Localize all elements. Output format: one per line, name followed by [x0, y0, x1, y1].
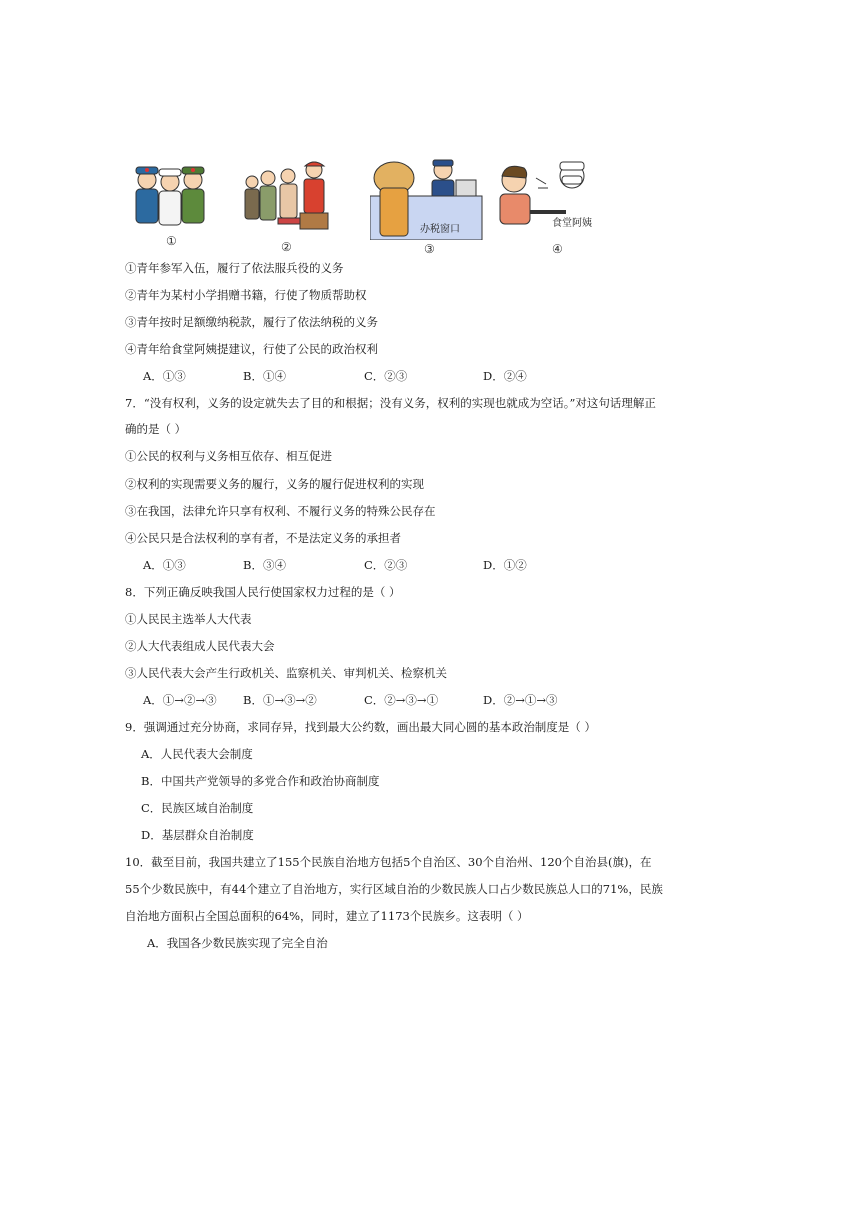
- q9-stem: 9．强调通过充分协商，求同存异，找到最大公约数，画出最大同心圆的基本政治制度是（ ）: [125, 720, 596, 734]
- q9-option-a[interactable]: A．人民代表大会制度: [141, 747, 253, 761]
- q6-option-b[interactable]: B．①④: [243, 369, 286, 383]
- q10-stem-line-1: 10．截至目前，我国共建立了155个民族自治地方包括5个自治区、30个自治州、120个自治县(旗)，在: [125, 855, 652, 869]
- q6-option-d[interactable]: D．②④: [483, 369, 527, 383]
- q8-statement-1: ①人民民主选举人大代表: [125, 612, 252, 626]
- tax-window-sign: 办税窗口: [420, 224, 460, 235]
- q8-option-a[interactable]: A．①→②→③: [143, 693, 217, 707]
- donating-books-icon: [238, 158, 334, 236]
- q8-option-c[interactable]: C．②→③→①: [364, 693, 439, 707]
- q7-stem-line-1: 7．“没有权利，义务的设定就失去了目的和根据；没有义务，权利的实现也就成为空话。”对这句话理解正: [125, 396, 656, 410]
- figure-4-caption: ④: [552, 242, 563, 256]
- q7-option-a[interactable]: A．①③: [143, 558, 186, 572]
- q7-statement-2: ②权利的实现需要义务的履行，义务的履行促进权利的实现: [125, 477, 424, 491]
- figure-2: [238, 158, 334, 236]
- q7-statement-3: ③在我国，法律允许只享有权利、不履行义务的特殊公民存在: [125, 504, 436, 518]
- q9-option-b[interactable]: B．中国共产党领导的多党合作和政治协商制度: [141, 774, 380, 788]
- figure-1-caption: ①: [166, 234, 177, 248]
- q7-statement-4: ④公民只是合法权利的享有者，不是法定义务的承担者: [125, 531, 401, 545]
- q6-statement-3: ③青年按时足额缴纳税款，履行了依法纳税的义务: [125, 315, 378, 329]
- soldiers-icon: [127, 158, 213, 236]
- q10-stem-line-3: 自治地方面积占全国总面积的64%，同时，建立了1173个民族乡。这表明（ ）: [125, 909, 529, 923]
- q7-stem-line-2: 确的是（ ）: [125, 422, 187, 436]
- q9-option-c[interactable]: C．民族区域自治制度: [141, 801, 254, 815]
- canteen-sign: 食堂阿姨: [552, 218, 592, 229]
- q6-statement-4: ④青年给食堂阿姨提建议，行使了公民的政治权利: [125, 342, 378, 356]
- figure-4: [490, 158, 600, 238]
- q8-stem: 8．下列正确反映我国人民行使国家权力过程的是（ ）: [125, 585, 401, 599]
- q6-statement-1: ①青年参军入伍，履行了依法服兵役的义务: [125, 261, 344, 275]
- figure-3-caption: ③: [424, 242, 435, 256]
- q7-option-c[interactable]: C．②③: [364, 558, 408, 572]
- q7-option-d[interactable]: D．①②: [483, 558, 527, 572]
- q6-statement-2: ②青年为某村小学捐赠书籍，行使了物质帮助权: [125, 288, 367, 302]
- q8-statement-3: ③人民代表大会产生行政机关、监察机关、审判机关、检察机关: [125, 666, 447, 680]
- figure-3: [370, 158, 484, 240]
- q8-option-b[interactable]: B．①→③→②: [243, 693, 317, 707]
- q7-statement-1: ①公民的权利与义务相互依存、相互促进: [125, 449, 332, 463]
- q9-option-d[interactable]: D．基层群众自治制度: [141, 828, 254, 842]
- figure-1: [127, 158, 213, 236]
- q10-option-a[interactable]: A．我国各少数民族实现了完全自治: [147, 936, 328, 950]
- q8-statement-2: ②人大代表组成人民代表大会: [125, 639, 275, 653]
- figure-2-caption: ②: [281, 240, 292, 254]
- q6-option-a[interactable]: A．①③: [143, 369, 186, 383]
- q7-option-b[interactable]: B．③④: [243, 558, 286, 572]
- q6-option-c[interactable]: C．②③: [364, 369, 408, 383]
- q8-option-d[interactable]: D．②→①→③: [483, 693, 558, 707]
- q10-stem-line-2: 55个少数民族中，有44个建立了自治地方，实行区域自治的少数民族人口占少数民族总人口的71%，民族: [125, 882, 663, 896]
